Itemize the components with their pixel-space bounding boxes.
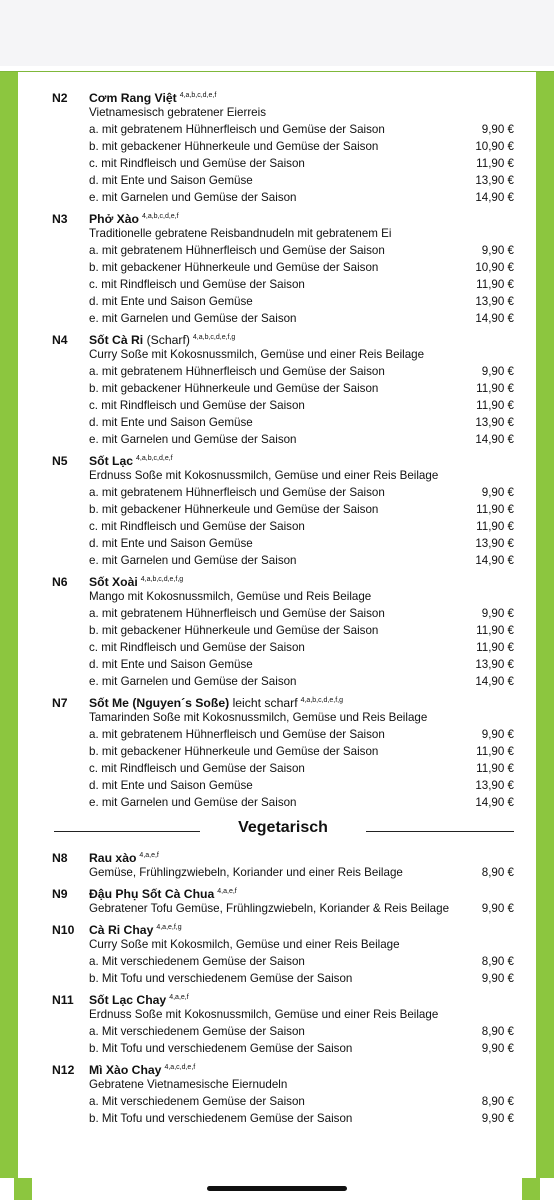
top-divider (0, 71, 554, 72)
variant-label: a. mit gebratenem Hühnerfleisch und Gemüse der Saison (89, 123, 385, 136)
variant-price: 9,90 € (481, 1042, 514, 1055)
variant-row (52, 484, 514, 501)
menu-item-header (52, 329, 514, 346)
variant-label: b. Mit Tofu und verschiedenem Gemüse der Saison (89, 1042, 353, 1055)
variant-price: 11,90 € (476, 624, 514, 637)
variant-label: d. mit Ente und Saison Gemüse (89, 416, 253, 429)
allergen-codes: 4,a,e,f (139, 852, 159, 859)
variant-price: 11,90 € (476, 520, 514, 533)
menu-item-header (52, 989, 514, 1006)
variant-row (52, 189, 514, 206)
variant-price: 14,90 € (475, 796, 514, 809)
vegetarian-dish-list (52, 847, 514, 1127)
item-number: N10 (52, 923, 75, 937)
variant-row (52, 397, 514, 414)
menu-item-header (52, 87, 514, 104)
variant-row (52, 242, 514, 259)
variant-label: c. mit Rindfleisch und Gemüse der Saison (89, 157, 305, 170)
variant-row (52, 518, 514, 535)
item-description: Erdnuss Soße mit Kokosnussmilch, Gemüse und einer Reis Beilage (89, 469, 439, 482)
menu-item (52, 1059, 514, 1127)
item-description-row (52, 709, 514, 726)
variant-label: a. Mit verschiedenem Gemüse der Saison (89, 1095, 305, 1108)
variant-row (52, 535, 514, 552)
item-number: N8 (52, 851, 68, 865)
variant-label: c. mit Rindfleisch und Gemüse der Saison (89, 278, 305, 291)
variant-row (52, 310, 514, 327)
variant-row (52, 414, 514, 431)
variant-label: a. Mit verschiedenem Gemüse der Saison (89, 955, 305, 968)
variant-label: e. mit Garnelen und Gemüse der Saison (89, 796, 297, 809)
variant-row (52, 172, 514, 189)
item-number: N6 (52, 575, 68, 589)
main-dish-list (52, 87, 514, 811)
variant-label: b. mit gebackener Hühnerkeule und Gemüse der Saison (89, 140, 379, 153)
variant-row (52, 121, 514, 138)
item-name: Sốt Cà Ri (89, 333, 144, 347)
menu-item-header (52, 1059, 514, 1076)
allergen-codes: 4,a,b,c,d,e,f (136, 455, 173, 462)
variant-row (52, 673, 514, 690)
variant-price: 11,90 € (476, 641, 514, 654)
variant-price: 9,90 € (481, 607, 514, 620)
variant-price: 11,90 € (476, 745, 514, 758)
menu-content (52, 87, 514, 1129)
item-description: Gebratene Vietnamesische Eiernudeln (89, 1078, 288, 1091)
variant-row (52, 970, 514, 987)
menu-item-header (52, 692, 514, 709)
item-number: N2 (52, 91, 68, 105)
item-name: Đậu Phụ Sốt Cà Chua (89, 887, 215, 901)
item-description-row (52, 588, 514, 605)
variant-label: a. mit gebratenem Hühnerfleisch und Gemüse der Saison (89, 244, 385, 257)
variant-label: d. mit Ente und Saison Gemüse (89, 537, 253, 550)
menu-item (52, 329, 514, 448)
variant-price: 11,90 € (476, 399, 514, 412)
item-name: Phở Xào (89, 212, 139, 226)
allergen-codes: 4,a,c,d,e,f (164, 1064, 196, 1071)
variant-row (52, 726, 514, 743)
allergen-codes: 4,a,b,c,d,e,f (141, 213, 179, 220)
variant-row (52, 431, 514, 448)
item-description: Curry Soße mit Kokosnussmilch, Gemüse und einer Reis Beilage (89, 348, 425, 361)
variant-price: 9,90 € (481, 244, 514, 257)
variant-price: 13,90 € (475, 779, 514, 792)
item-number: N11 (52, 993, 74, 1007)
variant-label: d. mit Ente und Saison Gemüse (89, 295, 253, 308)
variant-label: e. mit Garnelen und Gemüse der Saison (89, 675, 297, 688)
variant-price: 9,90 € (481, 123, 514, 136)
variant-label: e. mit Garnelen und Gemüse der Saison (89, 554, 297, 567)
menu-item (52, 692, 514, 811)
item-description: Mango mit Kokosnussmilch, Gemüse und Reis Beilage (89, 590, 372, 603)
variant-label: b. mit gebackener Hühnerkeule und Gemüse der Saison (89, 382, 379, 395)
allergen-codes: 4,a,b,c,d,e,f,g (300, 697, 344, 704)
variant-label: a. mit gebratenem Hühnerfleisch und Gemüse der Saison (89, 728, 385, 741)
menu-item (52, 87, 514, 206)
variant-label: e. mit Garnelen und Gemüse der Saison (89, 433, 297, 446)
allergen-codes: 4,a,e,f,g (156, 924, 182, 931)
variant-label: b. mit gebackener Hühnerkeule und Gemüse der Saison (89, 624, 379, 637)
variant-price: 9,90 € (481, 486, 514, 499)
variant-row (52, 760, 514, 777)
item-name: Rau xào (89, 851, 137, 865)
item-number: N5 (52, 454, 68, 468)
variant-row (52, 1093, 514, 1110)
menu-item-header (52, 919, 514, 936)
allergen-codes: 4,a,b,c,d,e,f,g (192, 334, 236, 341)
status-area (0, 0, 554, 66)
variant-row (52, 794, 514, 811)
item-description-row (52, 346, 514, 363)
item-name: Sốt Lạc (89, 454, 134, 468)
variant-row (52, 622, 514, 639)
variant-label: b. mit gebackener Hühnerkeule und Gemüse der Saison (89, 503, 379, 516)
variant-price: 13,90 € (475, 174, 514, 187)
variant-label: a. mit gebratenem Hühnerfleisch und Gemüse der Saison (89, 607, 385, 620)
menu-item (52, 208, 514, 327)
variant-row (52, 138, 514, 155)
item-name: Cơm Rang Việt (89, 91, 177, 105)
menu-item-header (52, 883, 514, 900)
variant-label: b. Mit Tofu und verschiedenem Gemüse der Saison (89, 972, 353, 985)
item-description-row (52, 1076, 514, 1093)
variant-label: d. mit Ente und Saison Gemüse (89, 174, 253, 187)
item-description: Tamarinden Soße mit Kokosnussmilch, Gemüse und Reis Beilage (89, 711, 428, 724)
item-name: Sốt Lạc Chay (89, 993, 167, 1007)
menu-item (52, 847, 514, 881)
item-description: Traditionelle gebratene Reisbandnudeln mit gebratenem Ei (89, 227, 392, 240)
item-price: 9,90 € (481, 902, 514, 915)
menu-item (52, 919, 514, 987)
item-description: Vietnamesisch gebratener Eierreis (89, 106, 267, 119)
variant-price: 9,90 € (481, 728, 514, 741)
item-description-row (52, 225, 514, 242)
variant-price: 9,90 € (481, 1112, 514, 1125)
item-number: N9 (52, 887, 68, 901)
variant-label: c. mit Rindfleisch und Gemüse der Saison (89, 520, 305, 533)
menu-item-header (52, 847, 514, 864)
variant-row (52, 777, 514, 794)
variant-price: 14,90 € (475, 675, 514, 688)
menu-item-header (52, 571, 514, 588)
variant-price: 13,90 € (475, 537, 514, 550)
item-description-row (52, 864, 514, 881)
item-note: leicht scharf (232, 696, 298, 710)
variant-row (52, 259, 514, 276)
variant-label: d. mit Ente und Saison Gemüse (89, 779, 253, 792)
variant-price: 8,90 € (481, 955, 514, 968)
menu-item-header (52, 450, 514, 467)
item-description: Curry Soße mit Kokosmilch, Gemüse und einer Reis Beilage (89, 938, 400, 951)
variant-row (52, 639, 514, 656)
variant-row (52, 363, 514, 380)
item-name: Mì Xào Chay (89, 1063, 162, 1077)
item-description: Gemüse, Frühlingzwiebeln, Koriander und einer Reis Beilage (89, 866, 403, 879)
variant-price: 14,90 € (475, 433, 514, 446)
variant-label: b. mit gebackener Hühnerkeule und Gemüse der Saison (89, 745, 379, 758)
allergen-codes: 4,a,b,c,d,e,f (179, 92, 217, 99)
home-indicator[interactable] (207, 1186, 347, 1191)
variant-row (52, 380, 514, 397)
item-number: N3 (52, 212, 68, 226)
variant-price: 13,90 € (475, 416, 514, 429)
variant-label: e. mit Garnelen und Gemüse der Saison (89, 191, 297, 204)
variant-price: 11,90 € (476, 157, 514, 170)
menu-item (52, 989, 514, 1057)
item-description-row (52, 936, 514, 953)
section-rule-right (366, 831, 514, 832)
variant-row (52, 605, 514, 622)
variant-row (52, 552, 514, 569)
variant-price: 10,90 € (475, 261, 514, 274)
variant-label: a. mit gebratenem Hühnerfleisch und Gemüse der Saison (89, 486, 385, 499)
variant-row (52, 1110, 514, 1127)
variant-row (52, 276, 514, 293)
variant-label: b. Mit Tofu und verschiedenem Gemüse der Saison (89, 1112, 353, 1125)
variant-price: 9,90 € (481, 972, 514, 985)
variant-price: 11,90 € (476, 762, 514, 775)
variant-label: d. mit Ente und Saison Gemüse (89, 658, 253, 671)
item-description-row (52, 104, 514, 121)
variant-price: 9,90 € (481, 365, 514, 378)
allergen-codes: 4,a,e,f (169, 994, 189, 1001)
variant-label: b. mit gebackener Hühnerkeule und Gemüse der Saison (89, 261, 379, 274)
variant-row (52, 1040, 514, 1057)
variant-price: 11,90 € (476, 278, 514, 291)
variant-price: 8,90 € (481, 1025, 514, 1038)
item-price: 8,90 € (481, 866, 514, 879)
menu-page (0, 66, 554, 1178)
variant-price: 13,90 € (475, 295, 514, 308)
item-note: (Scharf) (146, 333, 190, 347)
menu-item (52, 571, 514, 690)
variant-row (52, 656, 514, 673)
item-number: N12 (52, 1063, 75, 1077)
item-description: Gebratener Tofu Gemüse, Frühlingzwiebeln, Koriander & Reis Beilage (89, 902, 450, 915)
menu-item-header (52, 208, 514, 225)
variant-price: 8,90 € (481, 1095, 514, 1108)
item-name: Sốt Xoài (89, 575, 138, 589)
item-description-row (52, 467, 514, 484)
variant-row (52, 293, 514, 310)
item-description: Erdnuss Soße mit Kokosnussmilch, Gemüse und einer Reis Beilage (89, 1008, 439, 1021)
variant-row (52, 155, 514, 172)
item-description-row (52, 1006, 514, 1023)
variant-label: c. mit Rindfleisch und Gemüse der Saison (89, 641, 305, 654)
variant-price: 11,90 € (476, 503, 514, 516)
variant-price: 14,90 € (475, 191, 514, 204)
section-title: Vegetarisch (238, 819, 328, 836)
menu-item (52, 883, 514, 917)
item-description-row (52, 900, 514, 917)
variant-row (52, 501, 514, 518)
section-vegetarian (52, 815, 514, 845)
allergen-codes: 4,a,b,c,d,e,f,g (140, 576, 184, 583)
item-name: Sốt Me (Nguyen´s Soße) (89, 696, 230, 710)
variant-price: 14,90 € (475, 554, 514, 567)
variant-label: c. mit Rindfleisch und Gemüse der Saison (89, 762, 305, 775)
item-number: N7 (52, 696, 68, 710)
variant-label: a. Mit verschiedenem Gemüse der Saison (89, 1025, 305, 1038)
menu-item (52, 450, 514, 569)
variant-price: 14,90 € (475, 312, 514, 325)
variant-price: 13,90 € (475, 658, 514, 671)
variant-row (52, 1023, 514, 1040)
variant-row (52, 743, 514, 760)
item-number: N4 (52, 333, 68, 347)
variant-label: a. mit gebratenem Hühnerfleisch und Gemüse der Saison (89, 365, 385, 378)
variant-price: 11,90 € (476, 382, 514, 395)
variant-label: e. mit Garnelen und Gemüse der Saison (89, 312, 297, 325)
variant-price: 10,90 € (475, 140, 514, 153)
item-name: Cà Ri Chay (89, 923, 154, 937)
allergen-codes: 4,a,e,f (217, 888, 237, 895)
variant-row (52, 953, 514, 970)
variant-label: c. mit Rindfleisch und Gemüse der Saison (89, 399, 305, 412)
